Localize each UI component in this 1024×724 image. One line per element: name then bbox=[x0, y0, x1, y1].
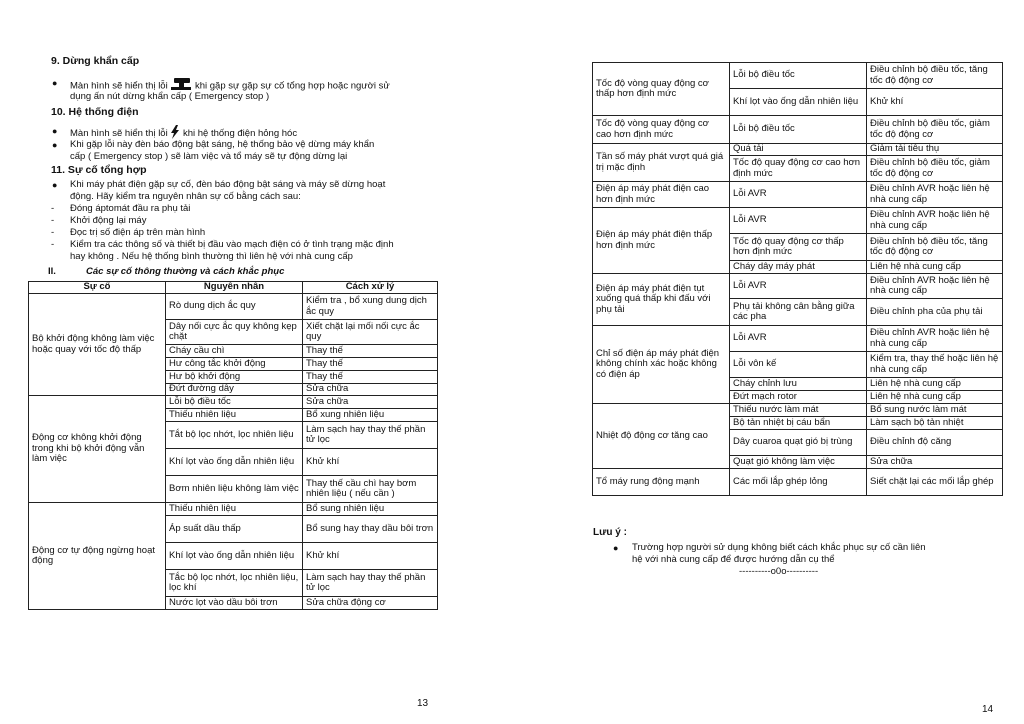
bullet-dot: ● bbox=[52, 126, 58, 136]
end-mark: ----------o0o---------- bbox=[739, 566, 819, 577]
section-11-heading: 11. Sự cố tổng hợp bbox=[51, 164, 147, 176]
page-14 bbox=[512, 0, 1024, 724]
fix-cell: Sửa chữa bbox=[303, 396, 438, 409]
cause-cell: Đứt mạch rotor bbox=[730, 391, 867, 404]
fix-cell: Điều chỉnh AVR hoặc liên hệ nhà cung cấp bbox=[867, 274, 1003, 299]
cause-cell: Nước lọt vào dầu bôi trơn bbox=[166, 597, 303, 610]
cause-cell: Thiếu nước làm mát bbox=[730, 404, 867, 417]
fix-cell: Điều chỉnh pha của phụ tải bbox=[867, 299, 1003, 326]
section-ii-numeral: II. bbox=[48, 266, 56, 277]
cause-cell: Lỗi AVR bbox=[730, 208, 867, 234]
cause-cell: Hư công tắc khởi động bbox=[166, 358, 303, 371]
table-row bbox=[593, 274, 1003, 299]
fix-cell: Thay thế cầu chì hay bơm nhiên liệu ( nếu cần ) bbox=[303, 476, 438, 503]
fix-cell: Điều chỉnh bộ điều tốc, giảm tốc độ động cơ bbox=[867, 156, 1003, 182]
page-number: 14 bbox=[982, 704, 994, 715]
fix-cell: Khử khí bbox=[303, 543, 438, 570]
cause-cell: Dây nối cực ắc quy không kẹp chặt bbox=[166, 320, 303, 345]
fault-cell: Chỉ số điện áp máy phát điện không chính xác hoặc không có điện áp bbox=[593, 326, 730, 404]
column-header: Sự cố bbox=[29, 282, 166, 294]
fix-cell: Sửa chữa bbox=[867, 456, 1003, 469]
fix-cell: Bổ sung hay thay dầu bôi trơn bbox=[303, 516, 438, 543]
cause-cell: Thiếu nhiên liệu bbox=[166, 503, 303, 516]
section-11-line2: động. Hãy kiểm tra nguyên nhân sự cố bằng cách sau: bbox=[70, 191, 301, 202]
cause-cell: Tốc độ quay động cơ cao hơn định mức bbox=[730, 156, 867, 182]
cause-cell: Khí lọt vào ống dẫn nhiên liệu bbox=[730, 89, 867, 116]
fix-cell: Bổ sung nhiên liệu bbox=[303, 503, 438, 516]
section-9-heading: 9. Dừng khẩn cấp bbox=[51, 55, 140, 67]
fix-cell: Liên hệ nhà cung cấp bbox=[867, 391, 1003, 404]
fix-cell: Siết chặt lại các mối lắp ghép bbox=[867, 469, 1003, 496]
fix-cell: Liên hệ nhà cung cấp bbox=[867, 261, 1003, 274]
fix-cell: Làm sạch hay thay thế phần tử lọc bbox=[303, 570, 438, 597]
section-10-text-post: khi hệ thống điện hỏng hóc bbox=[182, 128, 298, 140]
check-item-3: Đọc trị số điện áp trên màn hình bbox=[70, 227, 206, 238]
cause-cell: Lỗi bộ điều tốc bbox=[730, 116, 867, 144]
note-line2: hệ với nhà cung cấp để được hướng dẫn cụ thể bbox=[632, 554, 835, 565]
cause-cell: Rò dung dịch ắc quy bbox=[166, 294, 303, 320]
bullet-dot: ● bbox=[52, 140, 58, 150]
cause-cell: Bộ tản nhiệt bị cáu bẩn bbox=[730, 417, 867, 430]
dash-mark: - bbox=[51, 203, 55, 214]
fix-cell: Khử khí bbox=[867, 89, 1003, 116]
fault-cell: Động cơ tự động ngừng hoạt động bbox=[29, 503, 166, 610]
cause-cell: Khí lọt vào ống dẫn nhiên liệu bbox=[166, 543, 303, 570]
fix-cell: Thay thế bbox=[303, 345, 438, 358]
fault-cell: Tần số máy phát vượt quá giá trị mặc định bbox=[593, 144, 730, 182]
fix-cell: Điều chỉnh bộ điều tốc, tăng tốc độ động cơ bbox=[867, 234, 1003, 261]
cause-cell: Đứt đường dây bbox=[166, 384, 303, 396]
cause-cell: Tốc độ quay động cơ thấp hơn định mức bbox=[730, 234, 867, 261]
table-row bbox=[593, 404, 1003, 417]
dash-mark: - bbox=[51, 227, 55, 238]
cause-cell: Lỗi AVR bbox=[730, 326, 867, 352]
check-item-4: Kiểm tra các thông số và thiết bị đầu vào mạch điện có ở tình trạng mặc định bbox=[70, 239, 394, 250]
cause-cell: Các mối lắp ghép lỏng bbox=[730, 469, 867, 496]
fix-cell: Điều chỉnh độ căng bbox=[867, 430, 1003, 456]
table-row bbox=[593, 208, 1003, 234]
fault-cell: Bộ khởi động không làm việc hoặc quay với tốc độ thấp bbox=[29, 294, 166, 396]
fault-cell: Tốc độ vòng quay động cơ thấp hơn định mức bbox=[593, 63, 730, 116]
fix-cell: Làm sạch bộ tản nhiệt bbox=[867, 417, 1003, 430]
cause-cell: Thiếu nhiên liệu bbox=[166, 409, 303, 422]
table-row bbox=[29, 294, 438, 320]
cause-cell: Khí lọt vào ống dẫn nhiên liệu bbox=[166, 449, 303, 476]
fix-cell: Làm sạch hay thay thế phần tử lọc bbox=[303, 422, 438, 449]
cause-cell: Lỗi vôn kế bbox=[730, 352, 867, 378]
column-header: Nguyên nhân bbox=[166, 282, 303, 294]
fix-cell: Điều chỉnh bộ điều tốc, tăng tốc độ động cơ bbox=[867, 63, 1003, 89]
check-item-4-cont: hay không . Nếu hệ thống bình thường thì liên hệ với nhà cung cấp bbox=[70, 251, 353, 262]
cause-cell: Cháy dây máy phát bbox=[730, 261, 867, 274]
cause-cell: Phụ tải không cân bằng giữa các pha bbox=[730, 299, 867, 326]
table-row bbox=[29, 396, 438, 409]
table-row bbox=[29, 503, 438, 516]
fault-cell: Điện áp máy phát điện tụt xuống quá thấp khi đấu với phụ tải bbox=[593, 274, 730, 326]
cause-cell: Cháy cầu chì bbox=[166, 345, 303, 358]
section-10-line3: cấp ( Emergency stop ) sẽ làm việc và tổ máy sẽ tự động dừng lại bbox=[70, 151, 348, 162]
fix-cell: Kiểm tra, thay thế hoặc liên hệ nhà cung cấp bbox=[867, 352, 1003, 378]
section-10-text-pre: Màn hình sẽ hiển thị lỗi bbox=[70, 128, 168, 140]
dash-mark: - bbox=[51, 239, 55, 250]
bullet-dot: ● bbox=[613, 543, 619, 553]
fault-cell: Động cơ không khởi động trong khi bộ khởi động vẫn làm việc bbox=[29, 396, 166, 503]
fix-cell: Khử khí bbox=[303, 449, 438, 476]
cause-cell: Cháy chỉnh lưu bbox=[730, 378, 867, 391]
fault-cell: Điện áp máy phát điện thấp hơn định mức bbox=[593, 208, 730, 274]
section-9-text-pre: Màn hình sẽ hiển thị lỗi bbox=[70, 80, 168, 92]
cause-cell: Lỗi bộ điều tốc bbox=[166, 396, 303, 409]
cause-cell: Tắt bộ lọc nhớt, lọc nhiên liệu bbox=[166, 422, 303, 449]
fix-cell: Sửa chữa động cơ bbox=[303, 597, 438, 610]
table-header-row bbox=[29, 282, 438, 294]
cause-cell: Lỗi bộ điều tốc bbox=[730, 63, 867, 89]
note-title: Lưu ý : bbox=[593, 527, 627, 538]
check-item-2: Khởi động lại máy bbox=[70, 215, 147, 226]
cause-cell: Bơm nhiên liệu không làm việc bbox=[166, 476, 303, 503]
fix-cell: Liên hệ nhà cung cấp bbox=[867, 378, 1003, 391]
section-9-line2: dụng ấn nút dừng khẩn cấp ( Emergency stop ) bbox=[70, 91, 270, 102]
section-9-text-post: khi gặp sự gặp sự cố tổng hợp hoặc người sử bbox=[194, 80, 390, 92]
cause-cell: Lỗi AVR bbox=[730, 182, 867, 208]
cause-cell: Quá tải bbox=[730, 144, 867, 156]
cause-cell: Lỗi AVR bbox=[730, 274, 867, 299]
fix-cell: Thay thế bbox=[303, 358, 438, 371]
cause-cell: Hư bộ khởi động bbox=[166, 371, 303, 384]
cause-cell: Áp suất dầu thấp bbox=[166, 516, 303, 543]
section-10-line2: Khi gặp lỗi này đèn báo động bật sáng, hệ thống bảo vệ dừng máy khẩn bbox=[70, 139, 375, 150]
cause-cell: Quạt gió không làm việc bbox=[730, 456, 867, 469]
fault-cell: Nhiệt độ động cơ tăng cao bbox=[593, 404, 730, 469]
fix-cell: Điều chỉnh AVR hoặc liên hệ nhà cung cấp bbox=[867, 326, 1003, 352]
table-row bbox=[593, 116, 1003, 144]
fix-cell: Điều chỉnh AVR hoặc liên hệ nhà cung cấp bbox=[867, 182, 1003, 208]
bullet-dot: ● bbox=[52, 78, 58, 88]
section-ii-title: Các sự cố thông thường và cách khắc phục bbox=[86, 266, 285, 277]
table-row bbox=[593, 469, 1003, 496]
table-row bbox=[593, 144, 1003, 156]
table-row bbox=[593, 63, 1003, 89]
troubleshooting-table-right bbox=[592, 62, 1003, 496]
fix-cell: Điều chỉnh bộ điều tốc, giảm tốc độ động cơ bbox=[867, 116, 1003, 144]
cause-cell: Dây cuaroa quạt gió bị trùng bbox=[730, 430, 867, 456]
dash-mark: - bbox=[51, 215, 55, 226]
fault-cell: Tốc độ vòng quay động cơ cao hơn định mức bbox=[593, 116, 730, 144]
bullet-dot: ● bbox=[52, 180, 58, 190]
fault-cell: Tổ máy rung động mạnh bbox=[593, 469, 730, 496]
cause-cell: Tắc bộ lọc nhớt, lọc nhiên liệu, lọc khí bbox=[166, 570, 303, 597]
page-number: 13 bbox=[417, 698, 429, 709]
troubleshooting-table-left bbox=[28, 281, 438, 610]
fix-cell: Sửa chữa bbox=[303, 384, 438, 396]
column-header: Cách xử lý bbox=[303, 282, 438, 294]
section-11-line1: Khi máy phát điện gặp sự cố, đèn báo động bật sáng và máy sẽ dừng hoạt bbox=[70, 179, 386, 190]
fix-cell: Bổ xung nhiên liệu bbox=[303, 409, 438, 422]
fix-cell: Xiết chặt lại mối nối cực ắc quy bbox=[303, 320, 438, 345]
fix-cell: Kiểm tra , bổ xung dung dịch ắc quy bbox=[303, 294, 438, 320]
fix-cell: Điều chỉnh AVR hoặc liên hệ nhà cung cấp bbox=[867, 208, 1003, 234]
table-row bbox=[593, 326, 1003, 352]
fix-cell: Thay thế bbox=[303, 371, 438, 384]
section-10-heading: 10. Hệ thống điện bbox=[51, 106, 139, 118]
fix-cell: Bổ sung nước làm mát bbox=[867, 404, 1003, 417]
fix-cell: Giảm tải tiêu thụ bbox=[867, 144, 1003, 156]
table-row bbox=[593, 182, 1003, 208]
fault-cell: Điện áp máy phát điện cao hơn định mức bbox=[593, 182, 730, 208]
note-line1: Trường hợp người sử dụng không biết cách khắc phục sự cố cần liên bbox=[632, 542, 926, 553]
check-item-1: Đóng áptomát đầu ra phụ tải bbox=[70, 203, 191, 214]
